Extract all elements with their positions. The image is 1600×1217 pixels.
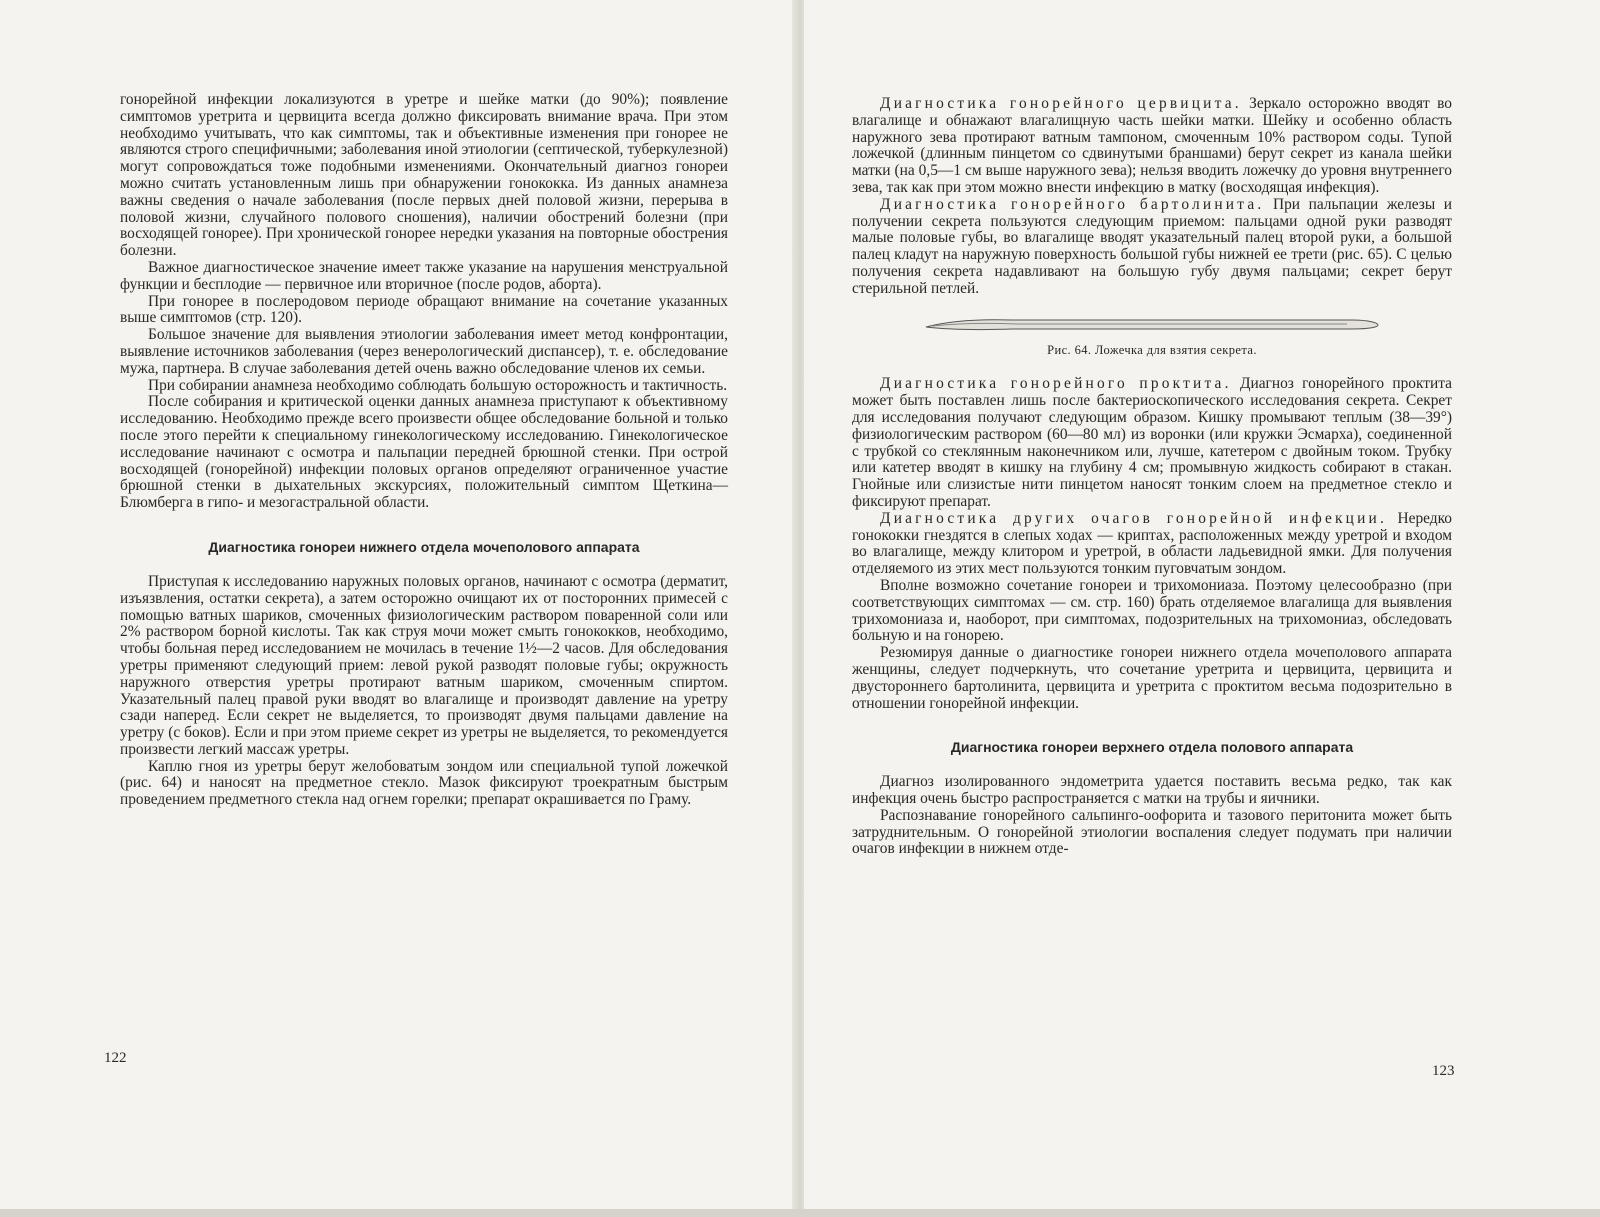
paragraph-body: Нередко гонококки гнездятся в слепых ходах — криптах, расположенных между уретрой и входом во влагалище, между клитором и уретрой, в области ладьевидной ямки. Для получения отделяемого из этих мест пользуются тонким пуговчатым зондом. [852, 509, 1452, 578]
paragraph: Резюмируя данные о диагностике гонореи нижнего отдела мочеполового аппарата женщины, следует подчеркнуть, что сочетание уретрита и цервицита, цервицита и двустороннего бартолинита, цервицита и уретрита с проктитом весьма подозрительно в отношении гонорейной инфекции. [852, 644, 1452, 712]
paragraph: Приступая к исследованию наружных половых органов, начинают с осмотра (дерматит, изъязвления, остатки секрета), а затем осторожно очищают их от посторонних примесей с помощью ватных шариков, смоченных физиологическим раствором поваренной соли или 2% раствором борной кислоты. Так как струя мочи может смыть гонококков, необходимо, чтобы больная перед исследованием не мочилась в течение 1½—2 часов. Для обследования уретры применяют следующий прием: левой рукой разводят половые губы; окружность наружного отверстия уретры протирают ватным шариком, смоченным спиртом. Указательный палец правой руки вводят во влагалище и производят давление на уретру сзади наперед. Если секрет не выделяется, то производят двумя пальцами давление на уретру (с боков). Если и при этом приеме секрет из уретры не выделяется, то рекомендуется произвести легкий массаж уретры. [120, 572, 728, 758]
paragraph: Важное диагностическое значение имеет также указание на нарушения менструальной функции и бесплодие — первичное или вторичное (после родов, аборта). [120, 258, 728, 293]
paragraph: При гонорее в послеродовом периоде обращают внимание на сочетание указанных выше симптомов (стр. 120). [120, 292, 728, 327]
figure-caption: Рис. 64. Ложечка для взятия секрета. [1047, 342, 1257, 357]
paragraph [852, 197, 1452, 298]
run-in-heading: Диагностика гонорейного цервицита. [880, 95, 1242, 112]
paragraph-body: При пальпации железы и получении секрета пользуются следующим приемом: пальцами одной руки разводят малые половые губы, во влагалище вводят указательный палец второй руки, а большой палец кладут на наружную поверхность большой губы нижней ее трети (рис. 65). С целью получения секрета надавливают на большую губу двумя пальцами; секрет берут стерильной петлей. [852, 195, 1453, 297]
left-page [0, 0, 796, 1217]
paragraph-body: Зеркало осторожно вводят во влагалище и обнажают влагалищную часть шейки матки. Шейку и особенно область наружного зева протирают ватным тампоном, смоченным 10% раствором соды. Тупой ложечкой (длинным пинцетом со сдвинутыми браншами) берут секрет из канала шейки матки (на 0,5—1 см выше наружного зева); нельзя вводить ложечку до уровня внутреннего зева, так как при этом можно внести инфекцию в матку (восходящая инфекция). [852, 95, 1452, 196]
paragraph: Каплю гноя из уретры берут желобоватым зондом или специальной тупой ложечкой (рис. 64) и наносят на предметное стекло. Мазок фиксируют троекратным быстрым проведением предметного стекла над огнем горелки; препарат окрашивается по Граму. [120, 757, 728, 809]
run-in-heading: Диагностика других очагов гонорейной инфекции. [880, 509, 1388, 527]
paragraph: Большое значение для выявления этиологии заболевания имеет метод конфронтации, выявление источников заболевания (через венерологический диспансер), т. е. обследование мужа, партнера. В случае заболевания детей очень важно обследование членов их семьи. [120, 326, 728, 377]
page-number: 122 [104, 1050, 127, 1066]
paragraph [852, 511, 1452, 578]
paragraph [852, 96, 1452, 197]
paragraph: При собирании анамнеза необходимо соблюдать большую осторожность и тактичность. [148, 376, 728, 394]
paragraph-body: Диагноз гонорейного проктита может быть поставлен лишь после бактериоскопического исследования секрета. Секрет для исследования получают следующим образом. Кишку промывают теплым (38—39°) физиологическим раствором (60—80 мл) из воронки (или кружки Эсмарха), соединенной с трубкой со стеклянным наконечником или, лучше, катетером с двойным током. Трубку или катетер вводят в кишку на глубину 4 см; промывную жидкость собирают в стакан. Гнойные или слизистые нити пинцетом наносят тонким слоем на предметное стекло и фиксируют препарат. [852, 375, 1452, 510]
section-heading: Диагностика гонореи верхнего отдела полового аппарата [950, 739, 1354, 756]
paragraph: гонорейной инфекции локализуются в уретре и шейке матки (до 90%); появление симптомов уретрита и цервицита всегда должно фиксировать внимание врача. При этом необходимо учитывать, что как симптомы, так и объективные изменения при гонорее не являются строго специфичными; заболевания иной этиологии (септической, туберкулезной) могут сопровождаться тоже подобными изменениями. Окончательный диагноз гонореи можно считать установленным лишь при обнаружении гонококка. Из данных анамнеза важны сведения о начале заболевания (после первых дней половой жизни, перерыва в половой жизни, случайного полового сношения), наличии обострений болезни (при восходящей гонорее). При хронической гонорее нередки указания на повторные обострения болезни. [120, 91, 728, 260]
paragraph [852, 376, 1452, 510]
section-heading: Диагностика гонореи нижнего отдела мочеполового аппарата [208, 538, 640, 555]
paragraph: Диагноз изолированного эндометрита удается поставить весьма редко, так как инфекция очень быстро распространяется с матки на трубы и яичники. [852, 773, 1452, 808]
figure-spoon [852, 314, 1452, 359]
book-bottom-edge [0, 1209, 1600, 1217]
paragraph: Распознавание гонорейного сальпинго-оофорита и тазового перитонита может быть затруднительным. О гонорейной этиологии воспаления следует подумать при наличии очагов инфекции в нижнем отде- [852, 806, 1452, 858]
run-in-heading: Диагностика гонорейного бартолинита. [880, 195, 1265, 213]
right-page [804, 0, 1600, 1217]
paragraph: Вполне возможно сочетание гонореи и трихомониаза. Поэтому целесообразно (при соответствующих симптомах — см. стр. 160) брать отделяемое влагалища для выявления трихомониаза и, наоборот, при симптомах, подозрительных на трихомониаз, обследовать больную и на гонорею. [852, 576, 1452, 645]
run-in-heading: Диагностика гонорейного проктита. [880, 375, 1232, 393]
page-number: 123 [1432, 1063, 1455, 1079]
spoon-illustration [922, 314, 1382, 336]
left-text-column [120, 92, 728, 809]
right-text-column [852, 96, 1452, 858]
paragraph: После собирания и критической оценки данных анамнеза приступают к объективному исследованию. Необходимо прежде всего произвести общее обследование больной и только после этого перейти к специальному гинекологическому исследованию. Гинекологическое исследование начинают с осмотра и пальпации передней брюшной стенки. При острой восходящей (гонорейной) инфекции половых органов определяют ограниченное участие брюшной стенки в дыхательных экскурсиях, положительный симптом Щеткина—Блюмберга в гипо- и мезогастральной области. [120, 393, 728, 512]
